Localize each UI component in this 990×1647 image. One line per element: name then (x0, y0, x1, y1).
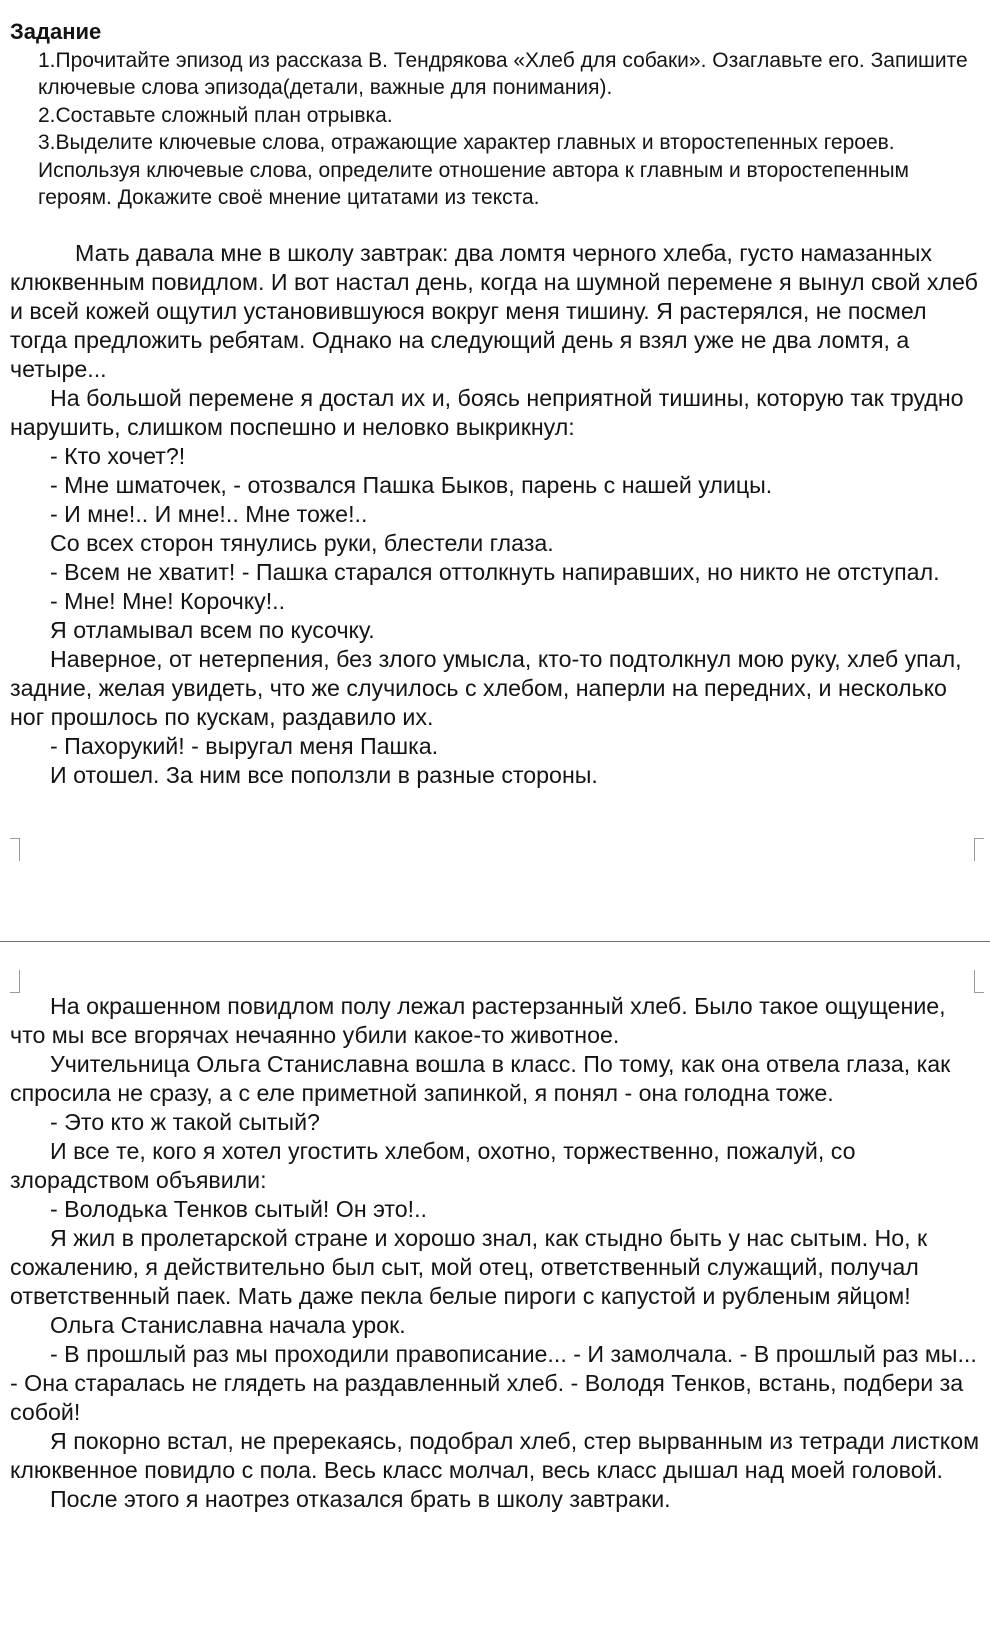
dialogue-line: - Мне! Мне! Корочку!.. (50, 588, 286, 614)
page-break (0, 810, 990, 990)
task-item-1: 1.Прочитайте эпизод из рассказа В. Тендрякова «Хлеб для собаки». Озаглавьте его. Запишите ключевые слова эпизода(детали, важные для понимания). (38, 48, 968, 99)
story-paragraph: Мать давала мне в школу завтрак: два ломтя черного хлеба, густо намазанных клюквенным повидлом. И вот настал день, когда на шумной перемене я вынул свой хлеб и всей кожей ощутил установившуюся вокруг меня тишину. Я растерялся, не посмел тогда предложить ребятам. Однако на следующий день я взял уже не два ломтя, а четыре... (10, 240, 978, 382)
story-page-1 (10, 239, 980, 790)
story-paragraph: И все те, кого я хотел угостить хлебом, охотно, торжественно, пожалуй, со злорадством объявили: (10, 1138, 856, 1193)
dialogue-line: - Володька Тенков сытый! Он это!.. (50, 1196, 427, 1222)
dialogue-line: - Кто хочет?! (50, 443, 186, 469)
story-paragraph: На окрашенном повидлом полу лежал растерзанный хлеб. Было такое ощущение, что мы все вгорячах нечаянно убили какое-то животное. (10, 993, 946, 1048)
story-paragraph: На большой перемене я достал их и, боясь неприятной тишины, которую так трудно нарушить, слишком поспешно и неловко выкрикнул: (10, 385, 964, 440)
page-divider (0, 941, 990, 942)
story-paragraph: Я жил в пролетарской стране и хорошо знал, как стыдно быть у нас сытым. Но, к сожалению, я действительно был сыт, мой отец, ответственный служащий, получал ответственный паек. Мать даже пекла белые пироги с капустой и рубленым яйцом! (10, 1225, 928, 1309)
dialogue-line: - В прошлый раз мы проходили правописание... - И замолчала. - В прошлый раз мы... - Она старалась не глядеть на раздавленный хлеб. - Володя Тенков, встань, подбери за собой! (10, 1341, 977, 1425)
dialogue-line: - Всем не хватит! - Пашка старался оттолкнуть напиравших, но никто не отступал. (50, 559, 940, 585)
task-item-3: 3.Выделите ключевые слова, отражающие характер главных и второстепенных героев. Используя ключевые слова, определите отношение автора к главным и второстепенным героям. Докажите своё мнение цитатами из текста. (38, 131, 909, 209)
story-paragraph: После этого я наотрез отказался брать в школу завтраки. (50, 1486, 671, 1512)
task-title: Задание (10, 19, 102, 44)
story-paragraph: Ольга Станиславна начала урок. (50, 1312, 406, 1338)
dialogue-line: - Мне шматочек, - отозвался Пашка Быков, парень с нашей улицы. (50, 472, 773, 498)
story-paragraph: Я отламывал всем по кусочку. (50, 617, 375, 643)
dialogue-line: - Это кто ж такой сытый? (50, 1109, 320, 1135)
page-corner-mark (10, 838, 20, 861)
dialogue-line: - И мне!.. И мне!.. Мне тоже!.. (50, 501, 368, 527)
page-corner-mark (974, 970, 984, 993)
page-corner-mark (10, 970, 20, 993)
story-paragraph: Я покорно встал, не пререкаясь, подобрал хлеб, стер вырванным из тетради листком клюквенное повидло с пола. Весь класс молчал, весь класс дышал над моей головой. (10, 1428, 980, 1483)
page-corner-mark (974, 838, 984, 861)
dialogue-line: - Пахорукий! - выругал меня Пашка. (50, 733, 439, 759)
story-page-2 (10, 992, 980, 1514)
story-paragraph: И отошел. За ним все поползли в разные стороны. (50, 762, 598, 788)
task-block (10, 18, 970, 212)
task-item-2: 2.Составьте сложный план отрывка. (38, 103, 393, 127)
story-paragraph: Со всех сторон тянулись руки, блестели глаза. (50, 530, 554, 556)
story-paragraph: Учительница Ольга Станиславна вошла в класс. По тому, как она отвела глаза, как спросила не сразу, а с еле приметной запинкой, я понял - она голодна тоже. (10, 1051, 951, 1106)
story-paragraph: Наверное, от нетерпения, без злого умысла, кто-то подтолкнул мою руку, хлеб упал, задние, желая увидеть, что же случилось с хлебом, наперли на передних, и несколько ног прошлось по кускам, раздавило их. (10, 646, 962, 730)
